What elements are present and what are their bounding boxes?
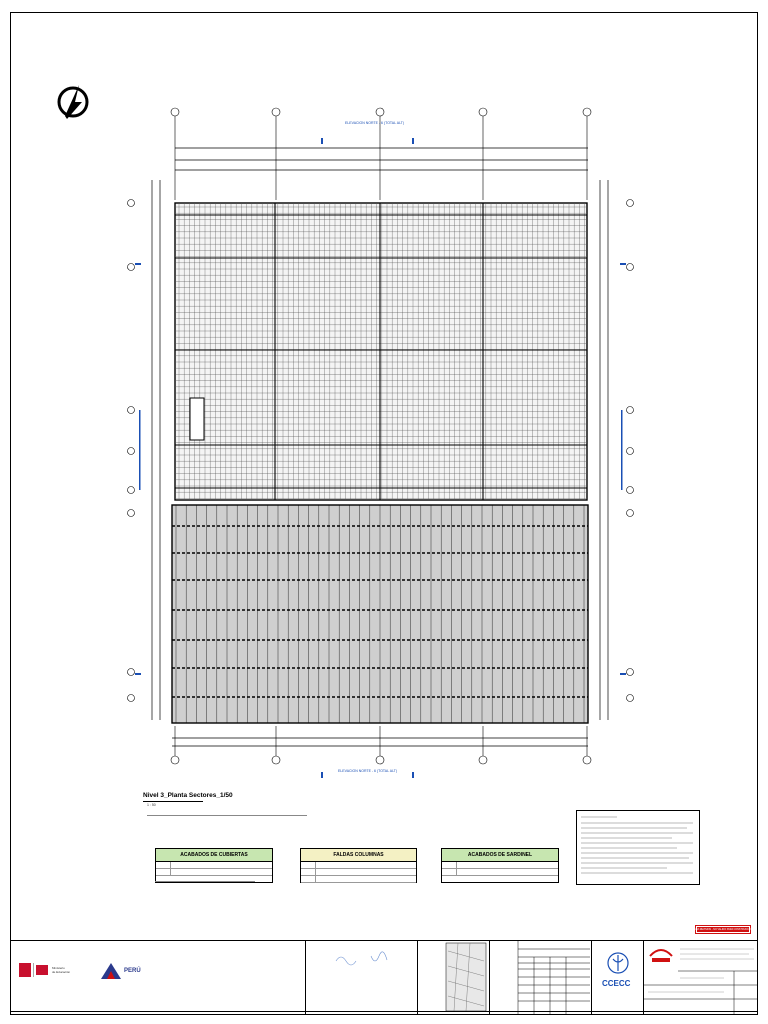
tb-key-map [418,941,490,1014]
axis-bubble [272,756,280,764]
axis-bubble [479,756,487,764]
axis-bubble [583,756,591,764]
scale-note: 1 : 50 [147,803,156,807]
legend-faldas-title: FALDAS COLUMNAS [301,849,416,862]
axis-bubble [128,487,135,494]
plan-note-line [147,815,307,816]
stair-element [190,398,204,440]
axis-bubble [627,200,634,207]
ministry-line2: de Educación [52,970,71,974]
axis-bubble [627,669,634,676]
axis-bubble [128,264,135,271]
upper-roof-area [175,203,587,500]
axis-bubble [171,108,179,116]
general-notes-box [576,810,700,885]
legend-sardinel [441,848,559,883]
axis-bubble [128,448,135,455]
top-dimensions [175,148,588,170]
axis-bubble [627,695,634,702]
axis-bubble [376,108,384,116]
client-logo-icon [646,944,676,966]
elevation-label-bottom: ELEVACION NORTE - 6 (TOTAL ALT) [338,769,398,773]
peru-logo-text: PERÚ [124,968,141,974]
tb-logos [11,941,306,1014]
axis-bubble [128,510,135,517]
axis-bubble [128,200,135,207]
axis-bubble [479,108,487,116]
axis-bubble [376,756,384,764]
tb-sign-area [306,941,418,1014]
axis-bubble [627,448,634,455]
axis-bubble [272,108,280,116]
axis-bubble [128,695,135,702]
legend-cubiertas-note-line [155,881,255,882]
axis-bubble [171,756,179,764]
ccecc-logo-icon [606,951,630,975]
ccecc-brand: CCECC [602,979,631,988]
title-block [10,940,758,1015]
axis-bubble [627,487,634,494]
peru-logo-icon [99,961,123,981]
axis-bubble [627,264,634,271]
axis-bubble [583,108,591,116]
plan-title-underline [143,801,203,802]
axis-bubble [128,407,135,414]
axis-bubble [627,407,634,414]
legend-faldas [300,848,417,883]
elevation-label-top: ELEVACION NORTE - 6 (TOTAL ALT) [345,121,405,125]
plan-title: Nivel 3_Planta Sectores_1/50 [143,792,233,799]
axis-bubble [627,510,634,517]
lower-grid-lines [176,505,584,723]
revision-table [490,941,590,1014]
review-stamp [692,926,754,933]
legend-sardinel-title: ACABADOS DE SARDINEL [442,849,558,862]
tb-revisions [490,941,592,1014]
review-stamp-text: PARA REVISION - NO VALIDO PARA CONSTRUCCION [692,928,754,931]
axis-bubble [128,669,135,676]
tb-project [644,941,759,1014]
legend-cubiertas-title: ACABADOS DE CUBIERTAS [156,849,272,862]
notes-text-lines [577,811,699,884]
ministry-box [33,963,72,977]
peru-emblem-icon [19,963,31,977]
ministry-line1: Ministerio [52,966,65,970]
legend-cubiertas [155,848,273,883]
key-map [418,941,488,1014]
tb-contractor [592,941,644,1014]
